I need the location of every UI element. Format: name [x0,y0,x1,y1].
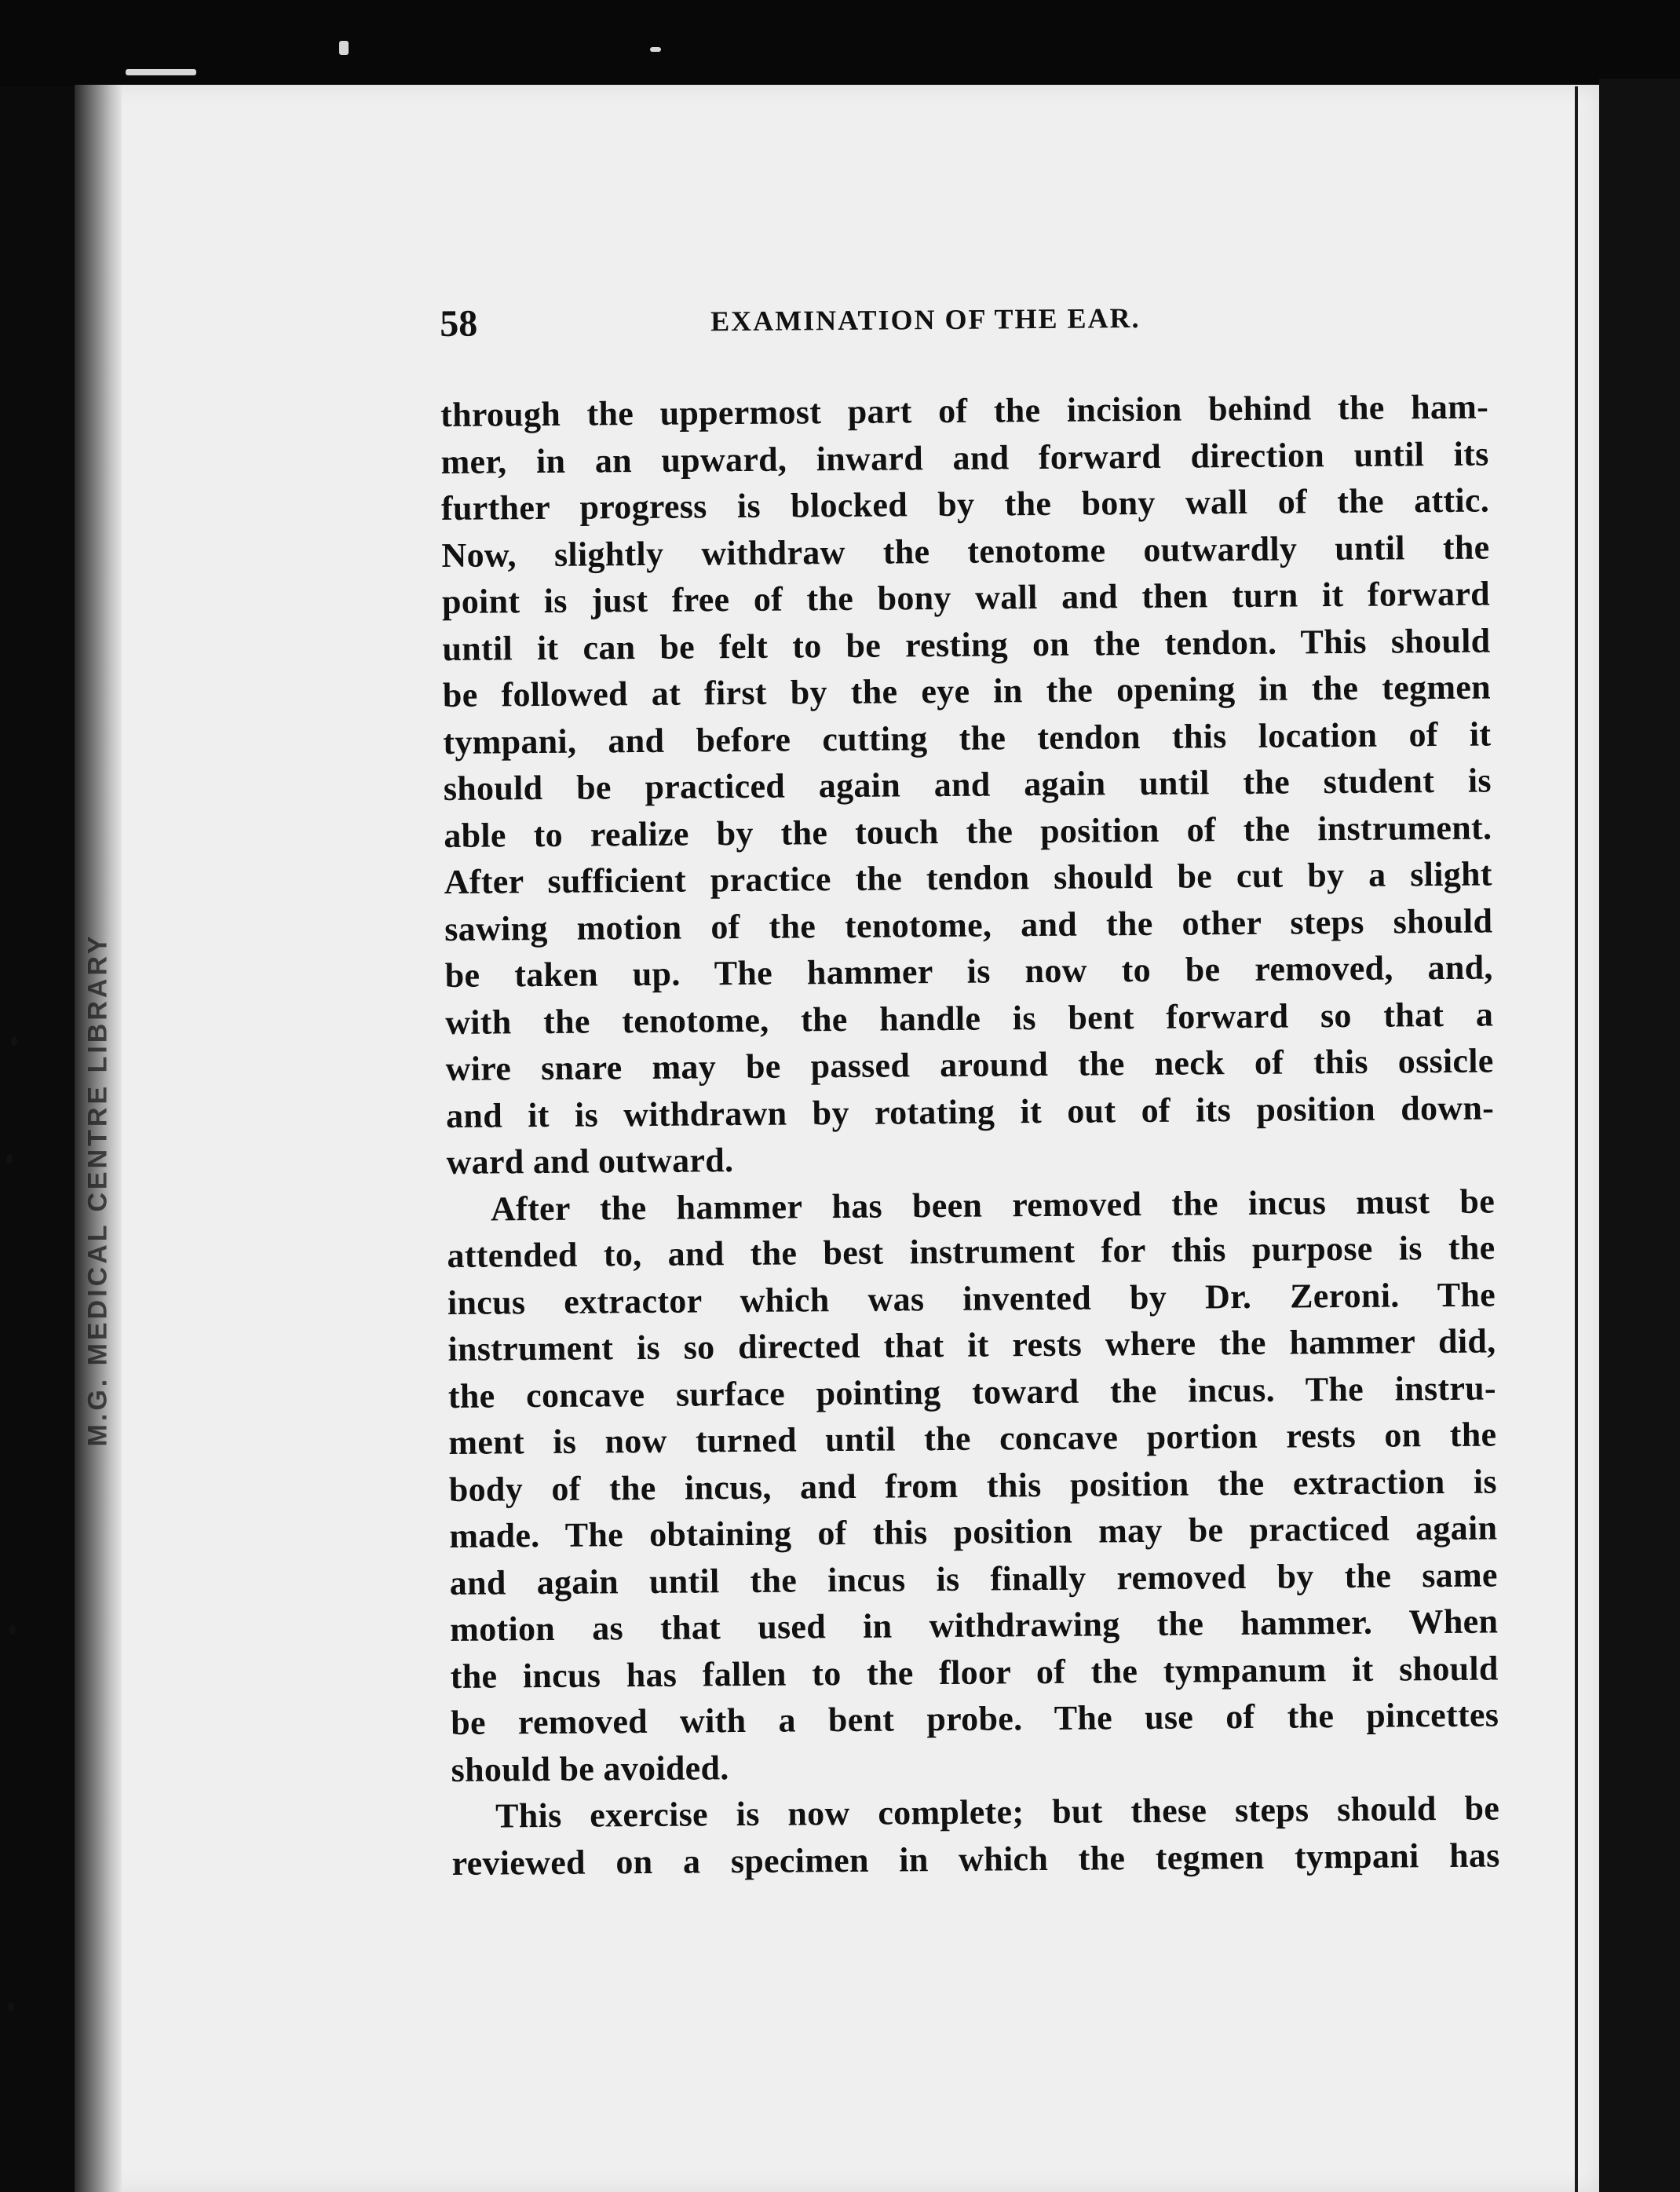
text-line: motion as that used in withdrawing the hammer. When [450,1602,1499,1649]
text-line: Now, slightly withdraw the tenotome outwardly until the [441,528,1490,575]
text-line: be removed with a bent probe. The use of the pincettes [451,1695,1499,1742]
library-stamp [75,864,122,1515]
text-line: instrument is so directed that it rests where the hammer did, [447,1321,1496,1368]
text-line: and it is withdrawn by rotating it out of its position down- [445,1087,1495,1135]
text-line: After sufficient practice the tendon should be cut by a slight [444,854,1492,901]
text-line: the concave surface pointing toward the incus. The instru- [447,1368,1497,1416]
text-line: wire snare may be passed around the neck of this ossicle [445,1041,1494,1088]
text-line: sawing motion of the tenotome, and the other steps should [444,901,1493,948]
paragraph [447,1178,1499,1793]
page-header [440,294,1488,357]
text-line: body of the incus, and from this position the extraction is [448,1461,1498,1509]
text-line: incus extractor which was invented by Dr. Zeroni. The [447,1274,1496,1322]
page-text [440,294,1500,1887]
scan-speck [8,2002,14,2011]
text-line: attended to, and the best instrument for this purpose is the [447,1228,1496,1275]
text-line: mer, in an upward, inward and forward direction until its [440,434,1489,481]
paragraph [440,384,1495,1186]
text-line: reviewed on a specimen in which the tegmen tympani has [451,1835,1500,1883]
text-line: be followed at first by the eye in the opening in the tegmen [442,667,1492,714]
text-line: made. The obtaining of this position may be practiced again [449,1508,1498,1555]
running-head: EXAMINATION OF THE EAR. [710,301,1141,338]
text-line: until it can be felt to be resting on the tendon. This should [442,621,1491,668]
text-line: After the hammer has been removed the incus must be [490,1181,1496,1229]
scan-speck [339,41,349,55]
scan-speck [650,47,661,52]
scan-speck [126,69,196,75]
text-line: This exercise is now complete; but these steps should be [495,1788,1500,1836]
scan-border-right [1599,79,1680,2192]
scan-speck [6,1154,13,1164]
text-line: further progress is blocked by the bony wall of the attic. [440,480,1490,528]
text-line: be taken up. The hammer is now to be removed, and, [444,948,1493,995]
text-line: the incus has fallen to the floor of the tympanum it should [450,1648,1499,1696]
page-edge-line [1575,86,1578,2192]
text-line: tympani, and before cutting the tendon this location of it [443,714,1492,762]
text-line: and again until the incus is finally removed by the same [449,1554,1498,1602]
scan-border-top [0,0,1680,86]
text-line: able to realize by the touch the position of the instrument. [444,807,1492,855]
paragraph [451,1785,1500,1886]
library-stamp-text: M.G. MEDICAL CENTRE LIBRARY [82,933,113,1446]
text-line: with the tenotome, the handle is bent forward so that a [445,994,1494,1042]
text-line: point is just free of the bony wall and then turn it forward [441,574,1491,621]
text-line: through the uppermost part of the incision behind the ham- [440,387,1489,434]
text-line: ward and outward. [446,1141,734,1182]
text-line: should be avoided. [451,1748,729,1789]
page-number: 58 [440,302,478,345]
scan-speck [9,1625,16,1635]
text-line: ment is now turned until the concave portion rests on the [448,1415,1497,1462]
scan-speck [11,1036,17,1046]
text-line: should be practiced again and again until the student is [443,761,1492,808]
